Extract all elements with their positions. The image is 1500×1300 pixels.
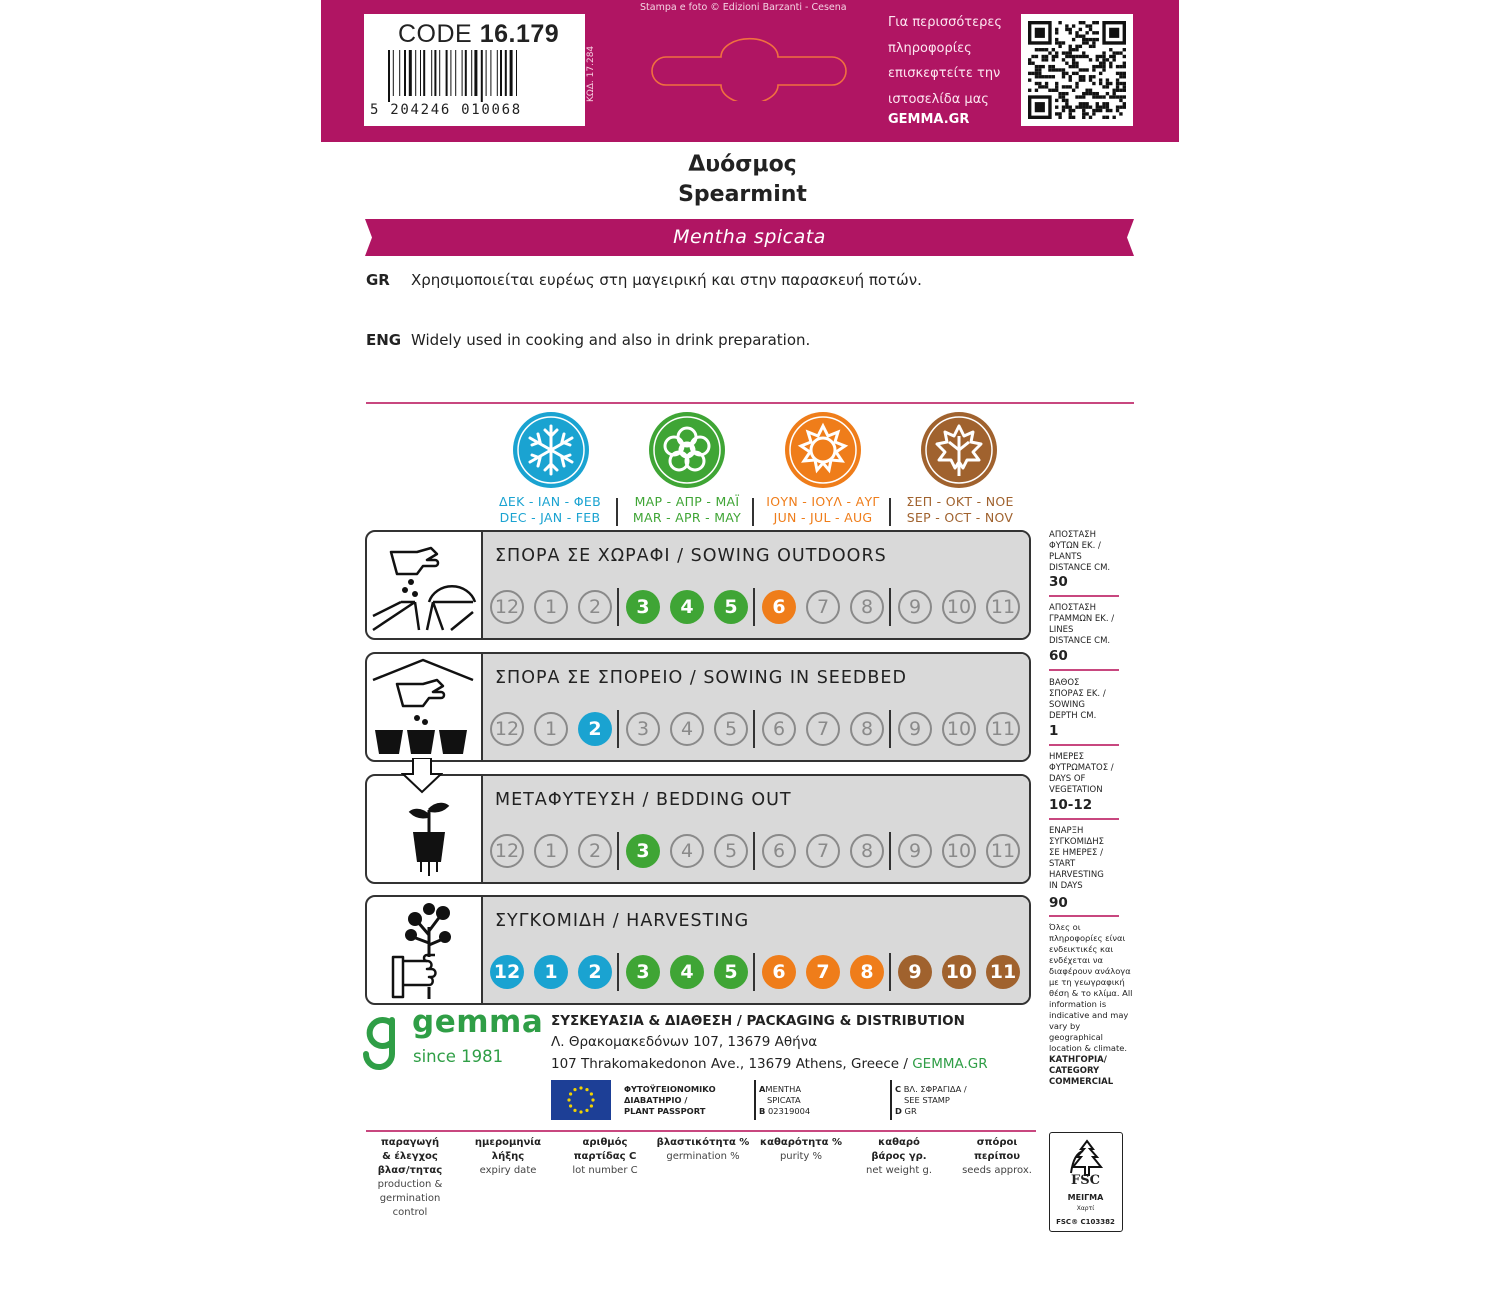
sidebar-label: ΑΠΟΣΤΑΣΗ ΓΡΑΜΜΩΝ ΕΚ. / LINES DISTANCE CM. [1049,603,1115,646]
company-site-link[interactable]: GEMMA.GR [912,1056,988,1072]
footer-production: παραγωγή & έλεγχος βλασ/τητας production & germination control [377,1137,443,1218]
month-cell-3: 3 [626,590,660,624]
bedding-out-icon [371,780,477,880]
season-separator [617,832,619,870]
month-cell-7: 7 [806,955,840,989]
month-cell-2: 2 [578,712,612,746]
row-title: ΜΕΤΑΦΥΤΕΥΣΗ / BEDDING OUT [495,790,792,810]
row-title: ΣΥΓΚΟΜΙΔΗ / HARVESTING [495,911,750,931]
month-cell-8: 8 [850,834,884,868]
month-cell-1: 1 [534,955,568,989]
month-cell-9: 9 [898,590,932,624]
footer-expiry: ημερομηνία λήξης expiry date [474,1137,542,1176]
month-cell-2: 2 [578,955,612,989]
sidebar-note: Όλες οι πληροφορίες είναι ενδεικτικές και ενδέχεται να διαφέρουν ανάλογα με τη γεωγραφική θέση & το κλίμα. All information is indicative and may vary by geographical location & climate. [1049,922,1133,1053]
address-gr: Λ. Θρακομακεδόνων 107, 13679 Αθήνα [551,1034,818,1050]
footer-lot: αριθμός παρτίδας C lot number C [572,1137,638,1176]
footer-purity: καθαρότητα % purity % [760,1137,842,1162]
footer-seeds: σπόροι περίπου seeds approx. [962,1137,1032,1176]
month-cell-8: 8 [850,955,884,989]
month-cell-6: 6 [762,955,796,989]
category-label: ΚΑΤΗΓΟΡΙΑ/ CATEGORY COMMERCIAL [1049,1055,1114,1087]
month-cell-6: 6 [762,712,796,746]
desc-en-tag: ENG [366,331,402,349]
fsc-paper: Χαρτί [1076,1205,1095,1212]
arrow-down-icon [401,758,443,794]
row-title: ΣΠΟΡΑ ΣΕ ΧΩΡΑΦΙ / SOWING OUTDOORS [495,546,887,566]
print-credit: Stampa e foto © Edizioni Barzanti - Cesena [640,2,847,13]
qr-code-icon[interactable] [1028,21,1126,119]
month-cell-3: 3 [626,834,660,868]
divider [366,402,1134,404]
month-cell-6: 6 [762,834,796,868]
since-label: since 1981 [413,1047,504,1066]
season-label-autumn: ΣΕΠ - ΟΚΤ - ΝΟΕ SEP - OCT - NOV [906,494,1014,525]
flower-icon [649,412,725,488]
month-cell-5: 5 [714,712,748,746]
product-name-en: Spearmint [678,182,807,207]
fsc-badge [1049,1132,1123,1232]
sidebar-divider [1049,669,1119,671]
harvesting-icon [371,901,477,1001]
month-cell-12: 12 [490,712,524,746]
fsc-license: FSC® C103382 [1056,1218,1115,1226]
packaging-title: ΣΥΣΚΕΥΑΣΙΑ & ΔΙΑΘΕΣΗ / PACKAGING & DISTRIBUTION [551,1013,965,1029]
footer-germination: βλαστικότητα % germination % [656,1137,750,1162]
season-separator [889,832,891,870]
sidebar-divider [1049,915,1119,917]
barcode-digits: 5 204246 010068 [370,102,522,118]
month-cell-3: 3 [626,955,660,989]
month-cell-4: 4 [670,834,704,868]
harvest-days-value: 90 [1049,895,1068,911]
month-cell-3: 3 [626,712,660,746]
footer-weight: καθαρό βάρος γρ. net weight g. [865,1137,932,1176]
month-cell-5: 5 [714,834,748,868]
month-cell-11: 11 [986,955,1020,989]
sidebar-divider [1049,744,1119,746]
season-separator [617,953,619,991]
passport-divider [754,1080,756,1120]
sidebar-label: ΗΜΕΡΕΣ ΦΥΤΡΩΜΑΤΟΣ / DAYS OF VEGETATION [1049,752,1114,795]
sidebar-label: ΕΝΑΡΞΗ ΣΥΓΚΟΜΙΔΗΣ ΣΕ ΗΜΕΡΕΣ / START HARVESTING IN DAYS [1049,826,1104,891]
plants-distance-value: 30 [1049,574,1068,590]
passport-ab: AMENTHA SPICATA B 02319004 [759,1084,811,1116]
month-cell-10: 10 [942,955,976,989]
month-cell-10: 10 [942,590,976,624]
description-gr: Χρησιμοποιείται ευρέως στη μαγειρική και στην παρασκευή ποτών. [411,271,922,289]
info-text: Για περισσότερες πληροφορίες επισκεφτείτε την ιστοσελίδα μας [888,15,1003,107]
month-cell-5: 5 [714,590,748,624]
info-site-link[interactable]: GEMMA.GR [888,112,970,127]
hang-hole-icon [636,37,863,101]
gemma-logo-text: gemma [412,1004,544,1040]
month-cell-10: 10 [942,834,976,868]
sun-icon [785,412,861,488]
season-separator [889,588,891,626]
snowflake-icon [513,412,589,488]
season-separator [889,710,891,748]
month-cell-4: 4 [670,712,704,746]
month-cell-5: 5 [714,955,748,989]
season-divider [752,498,754,526]
sowing-depth-value: 1 [1049,723,1059,739]
month-cell-11: 11 [986,590,1020,624]
barcode-icon [388,50,573,102]
season-separator [753,710,755,748]
product-name-gr: Δυόσμος [688,152,797,177]
month-cell-9: 9 [898,712,932,746]
month-cell-6: 6 [762,590,796,624]
season-divider [889,498,891,526]
passport-cd: C ΒΛ. ΣΦΡΑΓΙΔΑ / SEE STAMP D GR [895,1084,967,1116]
month-cell-7: 7 [806,590,840,624]
lines-distance-value: 60 [1049,648,1068,664]
month-cell-12: 12 [490,834,524,868]
fsc-label: FSC [1071,1173,1100,1188]
month-cell-4: 4 [670,590,704,624]
latin-name: Mentha spicata [673,226,826,248]
row-title: ΣΠΟΡΑ ΣΕ ΣΠΟΡΕΙΟ / SOWING IN SEEDBED [495,668,907,688]
address-en: 107 Thrakomakedonon Ave., 13679 Athens, Greece / GEMMA.GR [551,1056,988,1072]
season-label-winter: ΔΕΚ - ΙΑΝ - ΦΕΒ DEC - JAN - FEB [499,494,601,525]
sidebar-divider [1049,818,1119,820]
month-cell-11: 11 [986,834,1020,868]
fsc-tree-icon [1067,1139,1107,1177]
month-cell-12: 12 [490,590,524,624]
month-cell-9: 9 [898,955,932,989]
fsc-mix: ΜΕΙΓΜΑ [1067,1193,1104,1202]
leaf-icon [921,412,997,488]
description-en: Widely used in cooking and also in drink preparation. [411,331,811,349]
plant-passport-label: ΦΥΤΟΫΓΕΙΟΝΟΜΙΚΟ ΔΙΑΒΑΤΗΡΙΟ / PLANT PASSPORT [624,1084,716,1116]
month-cell-1: 1 [534,834,568,868]
month-cell-7: 7 [806,834,840,868]
sowing-seedbed-icon [371,658,477,758]
season-separator [753,588,755,626]
month-cell-7: 7 [806,712,840,746]
vegetation-days-value: 10-12 [1049,797,1093,813]
eu-flag-icon [551,1080,611,1120]
sidebar-label: ΒΑΘΟΣ ΣΠΟΡΑΣ ΕΚ. / SOWING DEPTH CM. [1049,678,1106,721]
season-separator [889,953,891,991]
month-cell-8: 8 [850,590,884,624]
product-code: CODE 16.179 [398,20,560,48]
month-cell-2: 2 [578,834,612,868]
sidebar-label: ΑΠΟΣΤΑΣΗ ΦΥΤΩΝ ΕΚ. / PLANTS DISTANCE CM. [1049,530,1111,573]
kod-label: ΚΩΔ. 17.284 [586,45,596,102]
passport-divider [890,1080,892,1120]
season-label-summer: ΙΟΥΝ - ΙΟΥΛ - ΑΥΓ JUN - JUL - AUG [766,494,880,525]
month-cell-11: 11 [986,712,1020,746]
month-cell-4: 4 [670,955,704,989]
season-label-spring: ΜΑΡ - ΑΠΡ - ΜΑΪ MAR - APR - MAY [632,494,742,525]
footer-divider [366,1130,1036,1132]
month-cell-1: 1 [534,590,568,624]
month-cell-10: 10 [942,712,976,746]
desc-gr-tag: GR [366,271,390,289]
month-cell-1: 1 [534,712,568,746]
season-separator [617,588,619,626]
sidebar-divider [1049,595,1119,597]
month-cell-8: 8 [850,712,884,746]
gemma-logo-icon [362,1012,402,1074]
season-separator [617,710,619,748]
season-separator [753,832,755,870]
sowing-outdoors-icon [371,536,477,636]
season-divider [616,498,618,526]
month-cell-9: 9 [898,834,932,868]
season-separator [753,953,755,991]
month-cell-2: 2 [578,590,612,624]
month-cell-12: 12 [490,955,524,989]
